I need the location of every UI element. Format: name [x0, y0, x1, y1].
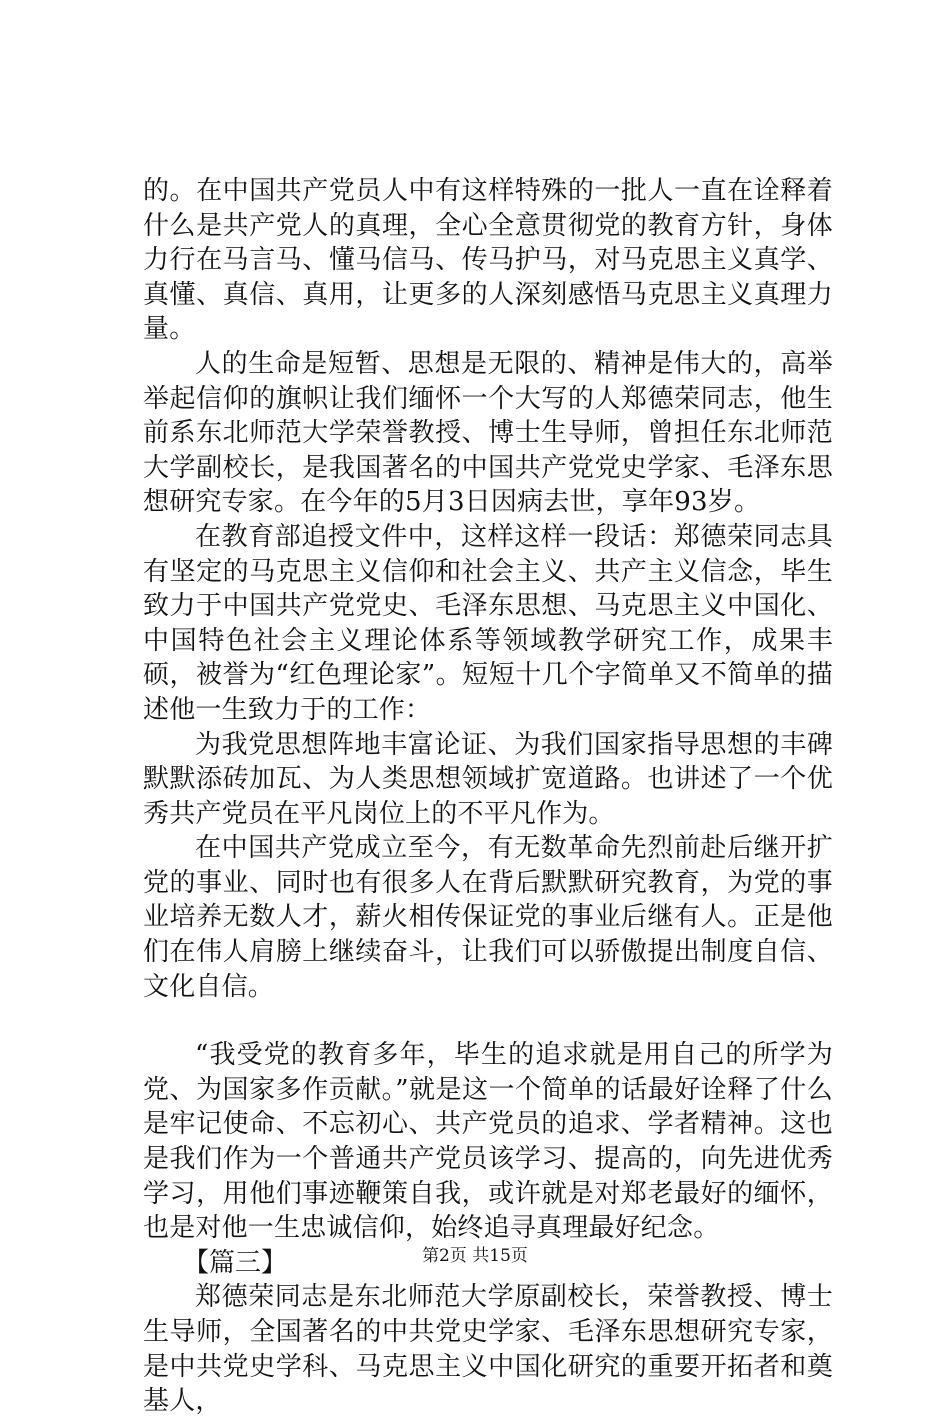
paragraph-ministry: 在教育部追授文件中，这样这样一段话：郑德荣同志具有坚定的马克思主义信仰和社会主义、共产主义信念，毕生致力于中国共产党党史、毛泽东思想、马克思主义中国化、中国特色社会主义理论体系等领域教学研究工作，成果丰硕，被誉为“红色理论家”。短短十几个字简单又不简单的描述他一生致力于的工作： [143, 521, 833, 725]
paragraph-party-history: 在中国共产党成立至今，有无数革命先烈前赴后继开扩党的事业、同时也有很多人在背后默默研究教育，为党的事业培养无数人才，薪火相传保证党的事业后继有人。正是他们在伟人肩膀上继续奋斗，让我们可以骄傲提出制度自信、文化自信。 [143, 833, 833, 1002]
paragraph-contribution: 为我党思想阵地丰富论证、为我们国家指导思想的丰碑默默添砖加瓦、为人类思想领域扩宽道路。也讲述了一个优秀共产党员在平凡岗位上的不平凡作为。 [143, 729, 833, 829]
paragraph-continuation: 的。在中国共产党员人中有这样特殊的一批人一直在诠释着什么是共产党人的真理，全心全意贯彻党的教育方针，身体力行在马言马、懂马信马、传马护马，对马克思主义真学、真懂、真信、真用，让更多的人深刻感悟马克思主义真理力量。 [143, 176, 833, 345]
document-body [143, 174, 833, 1419]
paragraph-life: 人的生命是短暂、思想是无限的、精神是伟大的，高举举起信仰的旗帜让我们缅怀一个大写的人郑德荣同志，他生前系东北师范大学荣誉教授、博士生导师，曾担任东北师范大学副校长，是我国著名的中国共产党党史学家、毛泽东思想研究专家。在今年的5月3日因病去世，享年93岁。 [143, 348, 833, 518]
section-heading: 【篇三】 [183, 1247, 288, 1278]
page-number-footer: 第2页 共15页 [422, 1246, 528, 1266]
paragraph-section-three: 郑德荣同志是东北师范大学原副校长，荣誉教授、博士生导师，全国著名的中共党史学家、毛泽东思想研究专家，是中共党史学科、马克思主义中国化研究的重要开拓者和奠基人， [143, 1282, 833, 1417]
paragraph-gap [143, 1004, 833, 1038]
paragraph-quote: “我受党的教育多年，毕生的追求就是用自己的所学为党、为国家多作贡献。”就是这一个简单的话最好诠释了什么是牢记使命、不忘初心、共产党员的追求、学者精神。这也是我们作为一个普通共产党员该学习、提高的，向先进优秀学习，用他们事迹鞭策自我，或许就是对郑老最好的缅怀，也是对他一生忠诚信仰，始终追寻真理最好纪念。 [143, 1040, 833, 1244]
